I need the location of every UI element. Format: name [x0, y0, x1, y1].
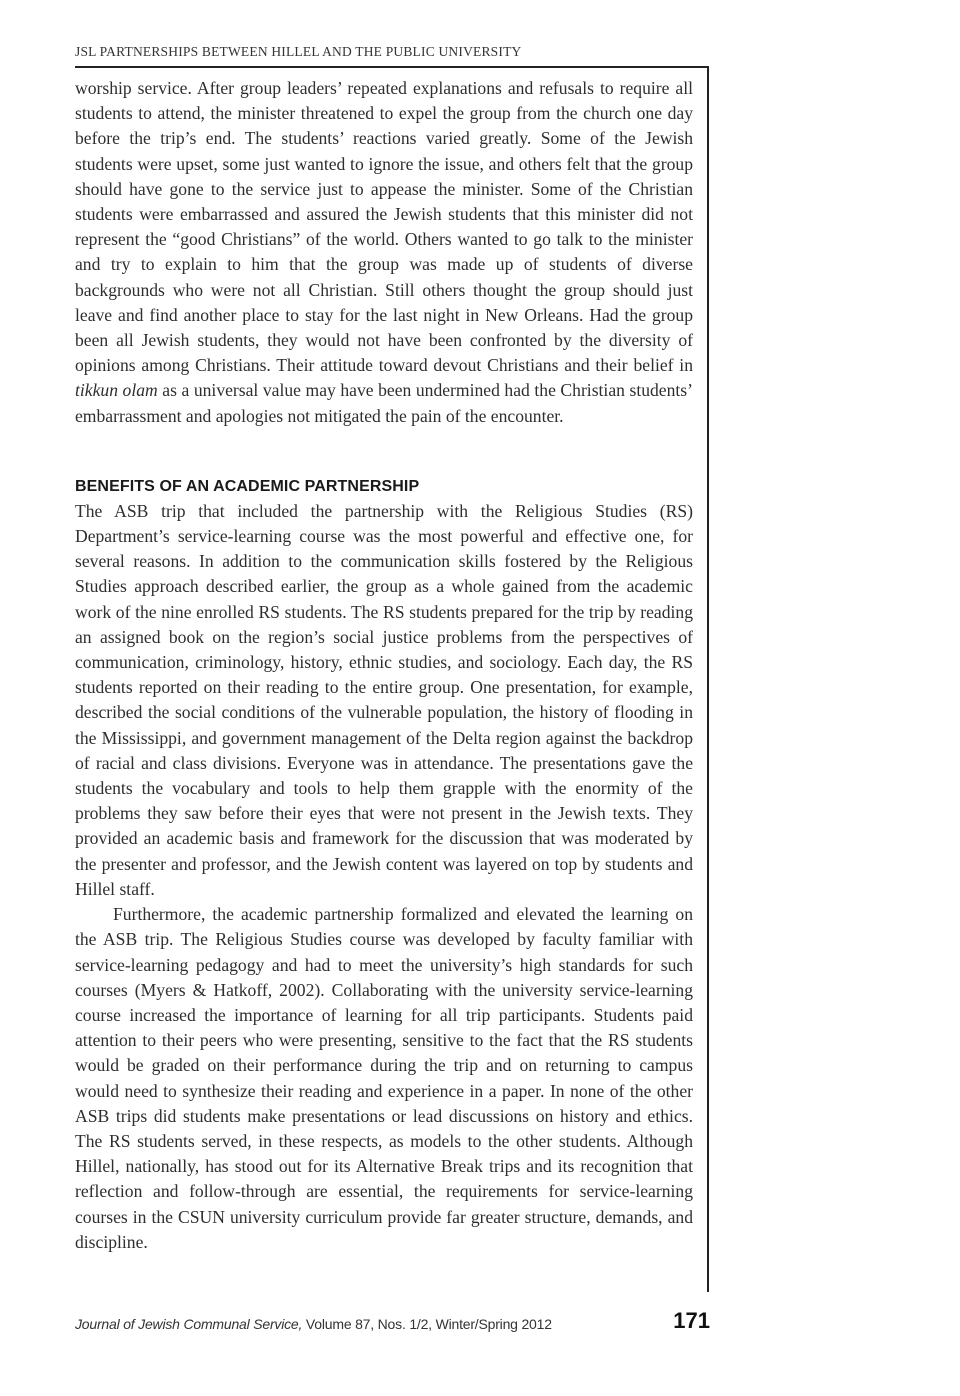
journal-title: Journal of Jewish Communal Service, — [75, 1316, 303, 1332]
paragraph-1-text-a: worship service. After group leaders’ repeated explanations and refusals to require all students to attend, the minister threatened to expel the group from the church one day before the trip’s end. The students’ reactions varied greatly. Some of the Jewish students were upset, some just wanted to ignore the issue, and others felt that the group should have gone to the service just to appease the minister. Some of the Christian students were embarrassed and assured the Jewish students that this minister did not represent the “good Christians” of the world. Others wanted to go talk to the minister and try to explain to him that the group was made up of students of diverse backgrounds who were not all Christian. Still others thought the group should just leave and find another place to stay for the last night in New Orleans. Had the group been all Jewish students, they would not have been confronted by the diversity of opinions among Christians. Their attitude toward devout Christians and their belief in — [75, 78, 693, 376]
paragraph-asb-trip: The ASB trip that included the partnership with the Religious Studies (RS) Department’s service-learning course was the most powerful and effective one, for several reasons. In addition to the communication skills fostered by the Religious Studies approach described earlier, the group as a whole gained from the academic work of the nine enrolled RS students. The RS students prepared for the trip by reading an assigned book on the region’s social justice problems from the perspectives of communication, criminology, history, ethnic studies, and sociology. Each day, the RS students reported on their reading to the entire group. One presentation, for example, described the social conditions of the vulnerable population, the history of flooding in the Mississippi, and government management of the Delta region against the backdrop of racial and class divisions. Everyone was in attendance. The presentations gave the students the vocabulary and tools to help them grapple with the enormity of the problems they saw before their eyes that were not present in the Jewish texts. They provided an academic basis and framework for the discussion that was moderated by the presenter and professor, and the Jewish content was layered on top by students and Hillel staff. — [75, 500, 693, 899]
journal-issue: Volume 87, Nos. 1/2, Winter/Spring 2012 — [302, 1316, 552, 1332]
article-body — [75, 76, 693, 1255]
paragraph-furthermore: Furthermore, the academic partnership formalized and elevated the learning on the ASB trip. The Religious Studies course was developed by faculty familiar with service-learning pedagogy and had to meet the university’s high standards for such courses (Myers & Hatkoff, 2002). Collaborating with the university service-learning course increased the importance of learning for all trip participants. Students paid attention to their peers who were presenting, sensitive to the fact that the RS students would be graded on their performance during the trip and on returning to campus would need to synthesize their reading and experience in a paper. In none of the other ASB trips did students make presentations or lead discussions on history and ethics. The RS students served, in these respects, as models to the other students. Although Hillel, nationally, has stood out for its Alternative Break trips and its recognition that reflection and follow-through are essential, the requirements for service-learning courses in the CSUN university curriculum provide far greater structure, demands, and discipline. — [75, 904, 693, 1252]
page-number: 171 — [673, 1308, 710, 1333]
paragraph-1-text-b: as a universal value may have been undermined had the Christian students’ embarrassment and apologies not mitigated the pain of the encounter. — [75, 380, 693, 426]
paragraph-worship-service — [75, 76, 693, 429]
journal-footer — [75, 1316, 552, 1332]
section-heading: BENEFITS OF AN ACADEMIC PARTNERSHIP — [75, 477, 420, 495]
italic-term-tikkun-olam: tikkun olam — [75, 380, 158, 401]
header-rule — [75, 66, 709, 68]
side-rule — [707, 66, 709, 1292]
running-head: JSL PARTNERSHIPS BETWEEN HILLEL AND THE PUBLIC UNIVERSITY — [75, 44, 522, 59]
